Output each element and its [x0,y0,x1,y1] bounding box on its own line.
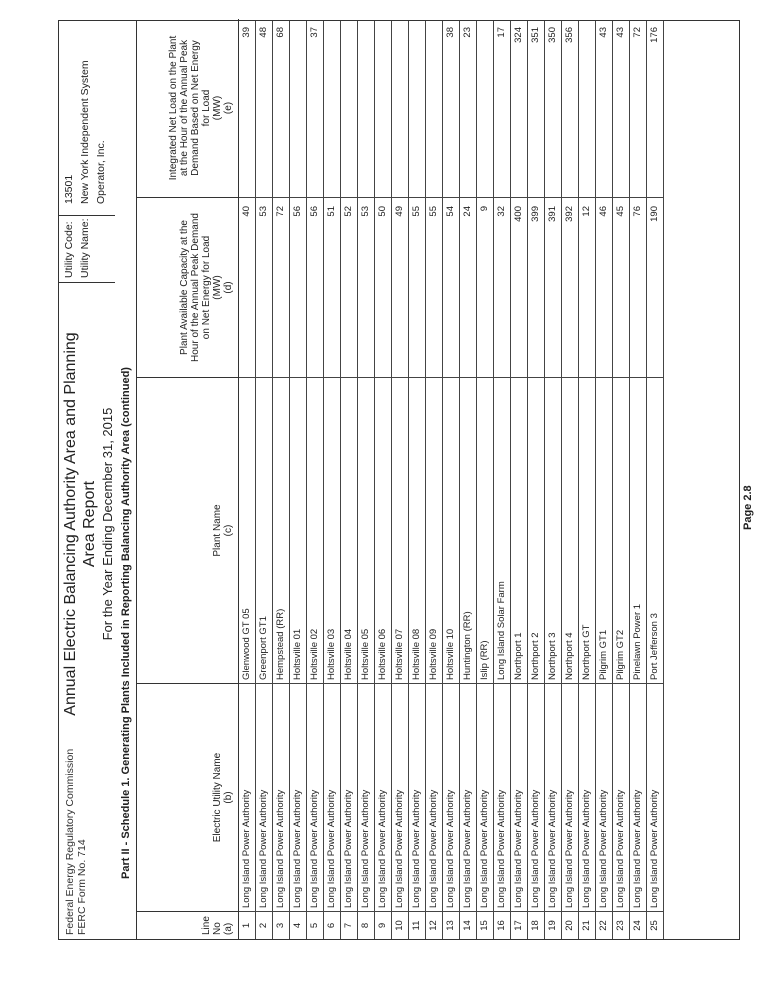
table-row [409,21,426,939]
capacity-cell: 52 [341,197,358,377]
utility-name-cell: Long Island Power Authority [324,683,341,911]
report-period: For the Year Ending December 31, 2015 [100,407,115,641]
integrated-load-cell: 68 [275,27,286,38]
table-row [290,21,307,939]
utility-name-cell: Long Island Power Authority [596,683,613,911]
utility-name-cell: Long Island Power Authority [409,683,426,911]
table-row [460,21,477,939]
column-utility-label: Electric Utility Name [212,752,223,843]
column-utility-letter: (b) [223,791,234,804]
utility-name-cell: Long Island Power Authority [647,683,664,911]
form-frame [58,20,740,940]
table-row [545,21,562,939]
table-row [358,21,375,939]
table-row [324,21,341,939]
part-title: Part II - Schedule 1. Generating Plants Included in Reporting Balancing Authority Area (continued) [120,367,132,879]
column-integrated-label-5: (MW) [212,95,223,121]
table-row [562,21,579,939]
utility-name-cell: Long Island Power Authority [511,683,528,911]
table-row [579,21,596,939]
capacity-cell: 49 [392,197,409,377]
column-header-line [136,911,239,939]
line-number-cell: 6 [324,911,341,939]
utility-name-value: New York Independent System [79,60,91,204]
plant-name-cell: Northport 2 [528,377,545,683]
table-row [528,21,545,939]
plant-name-cell: Pilgrim GT2 [613,377,630,683]
utility-name-cell: Long Island Power Authority [290,683,307,911]
report-title-block [61,289,116,759]
integrated-load-cell [477,19,494,197]
line-number-cell: 23 [613,911,630,939]
form-number: FERC Form No. 714 [76,839,88,935]
integrated-load-cell: 38 [445,27,456,38]
integrated-load-cell: 176 [649,27,660,43]
capacity-cell: 392 [562,197,579,377]
plant-name-cell: Holtsville 05 [358,377,375,683]
column-integrated-letter: (e) [223,101,234,115]
utility-name-cell: Long Island Power Authority [630,683,647,911]
plant-name-cell: Holtsville 10 [443,377,460,683]
line-number-cell: 12 [426,911,443,939]
line-number-cell: 25 [647,911,664,939]
utility-name-cell: Long Island Power Authority [494,683,511,911]
line-number-cell: 8 [358,911,375,939]
plant-name-cell: Glenwood GT 05 [239,377,256,683]
integrated-load-cell: 23 [462,27,473,38]
utility-name-row-2 [95,18,107,282]
utility-name-cell: Long Island Power Authority [477,683,494,911]
line-number-cell: 4 [290,911,307,939]
plant-name-cell: Holtsville 09 [426,377,443,683]
plant-name-cell: Holtsville 01 [290,377,307,683]
table-row [341,21,358,939]
table-row [596,21,613,939]
capacity-cell: 400 [511,197,528,377]
report-title-line1: Annual Electric Balancing Authority Area and Planning [62,332,79,716]
line-number-cell: 20 [562,911,579,939]
integrated-load-cell [426,19,443,197]
line-number-cell: 13 [443,911,460,939]
integrated-load-cell [341,19,358,197]
report-title-line2: Area Report [81,480,98,568]
plant-name-cell: Northport 1 [511,377,528,683]
table-row [613,21,630,939]
utility-name-label: Utility Name: [79,218,91,278]
integrated-load-cell: 72 [632,27,643,38]
utility-name-cell: Long Island Power Authority [460,683,477,911]
capacity-cell: 56 [290,197,307,377]
integrated-load-cell [392,19,409,197]
utility-name-cell: Long Island Power Authority [307,683,324,911]
integrated-load-cell: 324 [513,27,524,43]
plant-name-cell: Hempstead (RR) [273,377,290,683]
capacity-cell: 391 [545,197,562,377]
utility-code-label: Utility Code: [63,221,75,278]
capacity-cell: 55 [426,197,443,377]
plant-name-cell: Holtsville 04 [341,377,358,683]
line-number-cell: 10 [392,911,409,939]
line-number-cell: 18 [528,911,545,939]
utility-name-cell: Long Island Power Authority [545,683,562,911]
integrated-load-cell: 48 [258,27,269,38]
column-line-letter: (a) [223,922,234,935]
plant-name-cell: Long Island Solar Farm [494,377,511,683]
integrated-load-cell [375,19,392,197]
column-integrated-label-2: at the Hour of the Annual Peak [179,39,190,177]
integrated-load-cell: 43 [615,27,626,38]
integrated-load-cell: 17 [496,27,507,38]
utility-name-cell: Long Island Power Authority [528,683,545,911]
utility-code-value: 13501 [63,174,75,204]
page-number: Page 2.8 [742,485,754,530]
capacity-cell: 50 [375,197,392,377]
table-row [273,21,290,939]
column-integrated-label-1: Integrated Net Load on the Plant [168,35,179,181]
plant-name-cell: Islip (RR) [477,377,494,683]
column-plant-letter: (c) [223,524,234,537]
plant-name-cell: Greenport GT1 [256,377,273,683]
agency-name: Federal Energy Regulatory Commission [64,748,76,935]
capacity-cell: 46 [596,197,613,377]
utility-name-value-2: Operator, Inc. [95,140,107,204]
column-capacity-letter: (d) [223,281,234,294]
integrated-load-cell [290,19,307,197]
column-capacity-label-3: on Net Energy for Load [201,235,212,340]
line-number-cell: 17 [511,911,528,939]
utility-name-cell: Long Island Power Authority [375,683,392,911]
plant-name-cell: Holtsville 08 [409,377,426,683]
utility-name-cell: Long Island Power Authority [256,683,273,911]
line-number-cell: 2 [256,911,273,939]
capacity-cell: 51 [324,197,341,377]
table-row [239,21,256,939]
integrated-load-cell: 351 [530,27,541,43]
utility-name-cell: Long Island Power Authority [273,683,290,911]
column-header-integrated [136,19,239,197]
plant-name-cell: Pinelawn Power 1 [630,377,647,683]
utility-name-cell: Long Island Power Authority [239,683,256,911]
integrated-load-cell [409,19,426,197]
table-row [630,21,647,939]
table-row [511,21,528,939]
capacity-cell: 40 [239,197,256,377]
column-line-label-1: Line [201,916,212,935]
capacity-cell: 24 [460,197,477,377]
line-number-cell: 3 [273,911,290,939]
integrated-load-cell: 350 [547,27,558,43]
capacity-cell: 32 [494,197,511,377]
column-line-label-2: No [212,922,223,935]
capacity-cell: 53 [256,197,273,377]
agency-block [64,749,88,935]
plant-name-cell: Holtsville 07 [392,377,409,683]
column-plant-label: Plant Name [212,504,223,557]
line-number-cell: 16 [494,911,511,939]
utility-name-cell: Long Island Power Authority [358,683,375,911]
column-header-capacity [136,197,239,377]
table-row [477,21,494,939]
capacity-cell: 45 [613,197,630,377]
column-header-plant [136,377,239,683]
plant-name-cell: Pilgrim GT1 [596,377,613,683]
line-number-cell: 14 [460,911,477,939]
plant-name-cell: Northport GT [579,377,596,683]
plant-name-cell: Port Jefferson 3 [647,377,664,683]
plant-name-cell: Northport 4 [562,377,579,683]
capacity-cell: 399 [528,197,545,377]
integrated-load-cell [324,19,341,197]
line-number-cell: 15 [477,911,494,939]
utility-name-cell: Long Island Power Authority [341,683,358,911]
plant-name-cell: Holtsville 06 [375,377,392,683]
utility-name-cell: Long Island Power Authority [579,683,596,911]
column-capacity-label-4: (MW) [212,275,223,300]
column-capacity-label-1: Plant Available Capacity at the [179,220,190,355]
utility-name-cell: Long Island Power Authority [613,683,630,911]
line-number-cell: 19 [545,911,562,939]
integrated-load-cell [358,19,375,197]
table-row [256,21,273,939]
line-number-cell: 9 [375,911,392,939]
table-row [307,21,324,939]
form-header [59,21,137,939]
column-header-utility [136,683,239,911]
utility-name-cell: Long Island Power Authority [426,683,443,911]
capacity-cell: 76 [630,197,647,377]
table-row [392,21,409,939]
capacity-cell: 54 [443,197,460,377]
capacity-cell: 190 [647,197,664,377]
capacity-cell: 12 [579,197,596,377]
integrated-load-cell: 37 [309,27,320,38]
capacity-cell: 55 [409,197,426,377]
line-number-cell: 7 [341,911,358,939]
line-number-cell: 24 [630,911,647,939]
column-integrated-label-3: Demand Based on Net Energy [190,40,201,176]
table-row [494,21,511,939]
line-number-cell: 22 [596,911,613,939]
capacity-cell: 56 [307,197,324,377]
table-row [426,21,443,939]
plant-name-cell: Holtsville 02 [307,377,324,683]
line-number-cell: 1 [239,911,256,939]
table-row [647,21,664,939]
utility-code-row [63,18,75,282]
table-row [443,21,460,939]
integrated-load-cell: 356 [564,27,575,43]
integrated-load-cell: 43 [598,27,609,38]
integrated-load-cell: 39 [241,27,252,38]
capacity-cell: 53 [358,197,375,377]
line-number-cell: 11 [409,911,426,939]
line-number-cell: 21 [579,911,596,939]
integrated-load-cell [579,19,596,197]
column-integrated-label-4: for Load [201,89,212,127]
column-capacity-label-2: Hour of the Annual Peak Demand [190,213,201,362]
utility-info-box [59,18,115,283]
plant-name-cell: Northport 3 [545,377,562,683]
utility-name-cell: Long Island Power Authority [562,683,579,911]
table-row [375,21,392,939]
utility-name-cell: Long Island Power Authority [443,683,460,911]
line-number-cell: 5 [307,911,324,939]
utility-name-cell: Long Island Power Authority [392,683,409,911]
utility-name-row [79,18,91,282]
plant-name-cell: Holtsville 03 [324,377,341,683]
capacity-cell: 9 [477,197,494,377]
capacity-cell: 72 [273,197,290,377]
plant-name-cell: Huntington (RR) [460,377,477,683]
